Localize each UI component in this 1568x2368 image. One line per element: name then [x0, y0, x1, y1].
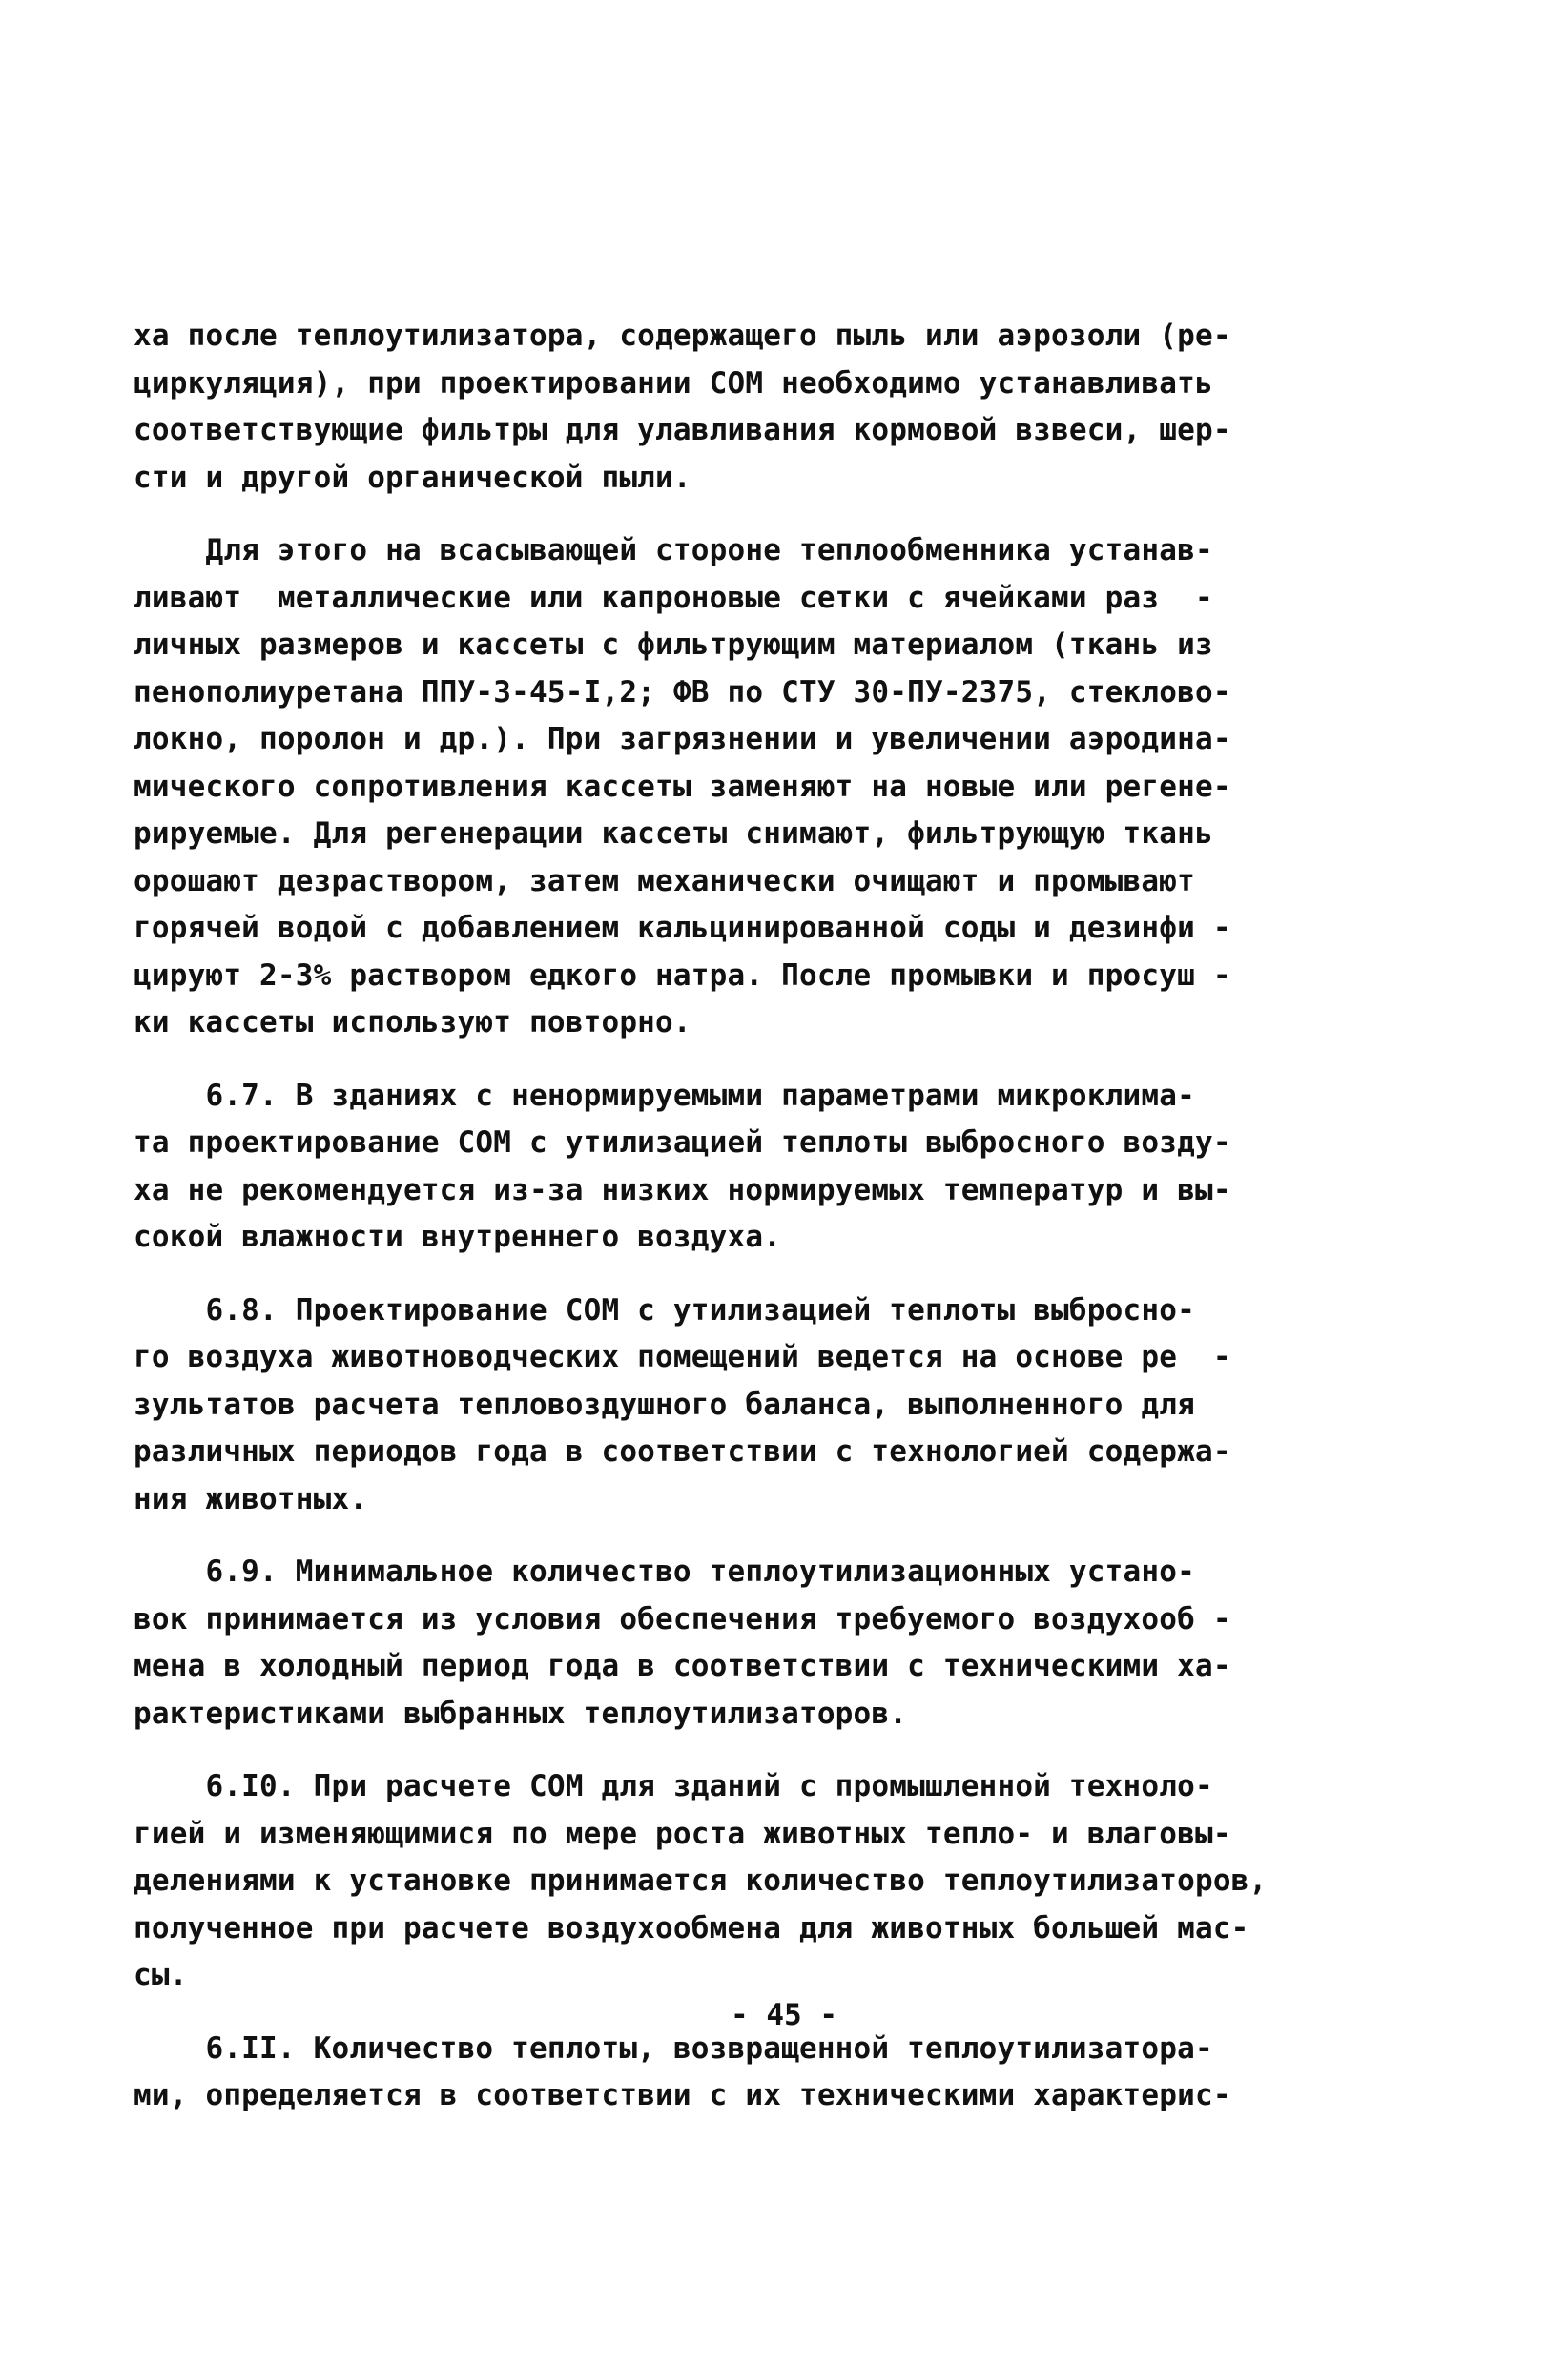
- text-line: цируют 2-3% раствором едкого натра. После промывки и просуш -: [134, 957, 1231, 993]
- paragraph-filter-installation: [134, 527, 1259, 1047]
- text-line: полученное при расчете воздухообмена для животных большей мас-: [134, 1910, 1249, 1946]
- text-line: ния животных.: [134, 1481, 368, 1516]
- text-line: горячей водой с добавлением кальцинированной соды и дезинфи -: [134, 911, 1231, 945]
- text-line: 6.II. Количество теплоты, возвращенной теплоутилизатора-: [134, 2030, 1213, 2066]
- text-line: личных размеров и кассеты с фильтрующим материалом (ткань из: [134, 628, 1213, 662]
- paragraph-section-6-8: [134, 1287, 1259, 1524]
- text-line: сы.: [134, 1958, 188, 1992]
- text-line: сокой влажности внутреннего воздуха.: [134, 1220, 782, 1254]
- text-line: ливают металлические или капроновые сетки с ячейками раз -: [134, 580, 1213, 615]
- text-line: гией и изменяющимися по мере роста животных тепло- и влаговы-: [134, 1816, 1231, 1851]
- text-line: ха не рекомендуется из-за низких нормируемых температур и вы-: [134, 1172, 1231, 1207]
- text-line: 6.8. Проектирование СОМ с утилизацией теплоты выбросно-: [134, 1292, 1195, 1328]
- text-line: вок принимается из условия обеспечения требуемого воздухооб -: [134, 1601, 1231, 1637]
- text-line: 6.7. В зданиях с ненормируемыми параметрами микроклима-: [134, 1078, 1195, 1113]
- text-line: зультатов расчета тепловоздушного баланса, выполненного для: [134, 1387, 1195, 1422]
- page-number: - 45 -: [731, 1998, 837, 2032]
- paragraph-section-6-11: [134, 2026, 1259, 2120]
- text-line: ми, определяется в соответствии с их техническими характерис-: [134, 2078, 1231, 2112]
- paragraph-section-6-7: [134, 1073, 1259, 1262]
- text-line: ки кассеты используют повторно.: [134, 1005, 691, 1040]
- text-line: го воздуха животноводческих помещений ведется на основе ре -: [134, 1340, 1231, 1374]
- text-line: Для этого на всасывающей стороне теплообменника устанав-: [134, 533, 1213, 567]
- text-line: сти и другой органической пыли.: [134, 460, 691, 495]
- text-line: различных периодов года в соответствии с технологией содержа-: [134, 1434, 1231, 1469]
- text-line: рируемые. Для регенерации кассеты снимают, фильтрующую ткань: [134, 816, 1213, 851]
- text-line: 6.I0. При расчете СОМ для зданий с промышленной техноло-: [134, 1769, 1213, 1803]
- paragraph-filters-intro: [134, 313, 1259, 502]
- text-line: локно, поролон и др.). При загрязнении и увеличении аэродина-: [134, 722, 1231, 756]
- paragraph-section-6-9: [134, 1549, 1259, 1738]
- text-line: рактеристиками выбранных теплоутилизаторов.: [134, 1696, 908, 1731]
- text-line: мена в холодный период года в соответствии с техническими ха-: [134, 1649, 1231, 1683]
- text-line: циркуляция), при проектировании СОМ необходимо устанавливать: [134, 365, 1213, 401]
- text-line: ха после теплоутилизатора, содержащего пыль или аэрозоли (ре-: [134, 319, 1231, 353]
- text-line: та проектирование СОМ с утилизацией теплоты выбросного возду-: [134, 1125, 1231, 1160]
- text-line: делениями к установке принимается количество теплоутилизаторов,: [134, 1864, 1268, 1898]
- body-text: [134, 313, 1268, 2146]
- text-line: мического сопротивления кассеты заменяют на новые или регене-: [134, 769, 1231, 804]
- text-line: 6.9. Минимальное количество теплоутилизационных устано-: [134, 1555, 1195, 1589]
- text-line: пенополиуретана ППУ-3-45-I,2; ФВ по СТУ 30-ПУ-2375, стеклово-: [134, 674, 1231, 710]
- text-line: орошают дезраствором, затем механически очищают и промывают: [134, 863, 1195, 898]
- text-line: соответствующие фильтры для улавливания кормовой взвеси, шер-: [134, 413, 1231, 447]
- paragraph-section-6-10: [134, 1763, 1268, 2000]
